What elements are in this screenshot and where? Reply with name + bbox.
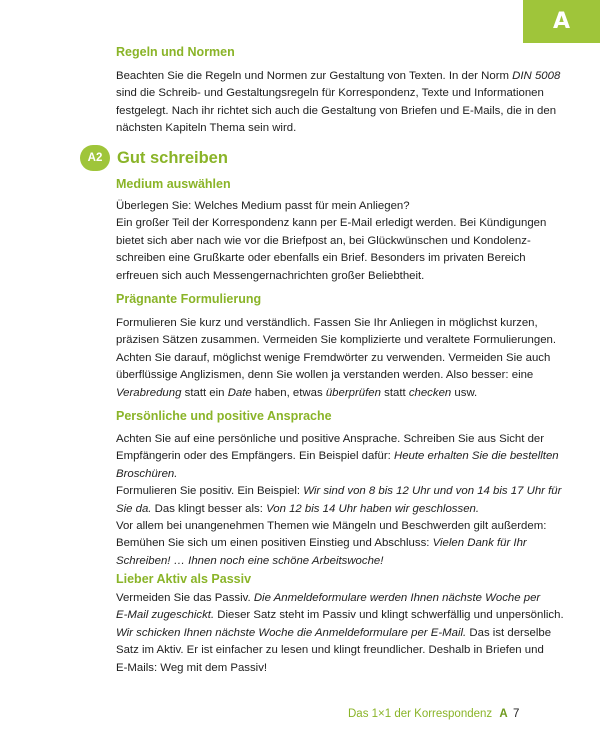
text-line: Vermeiden Sie das Passiv. Die Anmeldeformulare werden Ihnen nächste Woche per: [116, 592, 541, 604]
text-line: Wir schicken Ihnen nächste Woche die Anmeldeformulare per E-Mail. Das ist derselbe: [116, 626, 552, 639]
italic-term: Broschüren.: [116, 467, 178, 480]
text-line: Achten Sie darauf, möglichst wenige Fremdwörter zu verwenden. Vermeiden Sie auch: [116, 351, 551, 364]
footer-chapter-letter: A: [499, 708, 508, 720]
subsection-heading-medium: Medium auswählen: [116, 177, 231, 191]
text-line: festgelegt. Nach ihr richtet sich auch die Gestaltung von Briefen und E-Mails, die in den: [116, 104, 557, 117]
subsection-heading-aktiv: Lieber Aktiv als Passiv: [116, 572, 252, 586]
italic-term: E-Mail zugeschickt.: [116, 609, 215, 622]
footer-title: Das 1×1 der Korrespondenz: [348, 708, 493, 720]
italic-term: Heute erhalten Sie die bestellten: [393, 450, 559, 463]
section-badge: A2: [80, 145, 110, 171]
italic-term: überprüfen: [325, 386, 381, 399]
paragraph-aktiv: [116, 590, 564, 677]
page-footer: [348, 708, 508, 720]
text-line: Formulieren Sie positiv. Ein Beispiel: Wir sind von 8 bis 12 Uhr und von 14 bis 17 Uhr für: [116, 485, 562, 498]
text-line: Achten Sie auf eine persönliche und positive Ansprache. Schreiben Sie aus Sicht der: [116, 433, 545, 445]
text-line: Formulieren Sie kurz und verständlich. Fassen Sie Ihr Anliegen in möglichst kurzen,: [116, 317, 538, 329]
paragraph-formulierung: [116, 315, 557, 402]
text-line: Satz im Aktiv. Er ist einfacher zu lesen und klingt freundlicher. Deshalb in Briefen und: [116, 644, 544, 657]
text-line: Vor allem bei unangenehmen Themen wie Mängeln und Beschwerden gilt außerdem:: [116, 520, 547, 533]
text-line: präzisen Sätzen zusammen. Vermeiden Sie komplizierte und veraltete Formulierungen.: [116, 334, 557, 347]
text-line: bietet sich aber nach wie vor die Briefpost an, bei Glückwünschen und Kondolenz-: [116, 234, 531, 247]
italic-term: Verabredung: [116, 386, 182, 399]
text-line: E-Mail zugeschickt. Dieser Satz steht im Passiv und klingt schwerfällig und unpersönlich.: [116, 609, 564, 622]
italic-term: Von 12 bis 14 Uhr haben wir geschlossen.: [266, 502, 480, 515]
section-title: Gut schreiben: [117, 148, 228, 167]
text-line: nächsten Kapiteln Thema sein wird.: [116, 122, 297, 135]
text-line: sind die Schreib- und Gestaltungsregeln für Korrespondenz, Texte und Informationen: [116, 87, 544, 100]
text-line: Überlegen Sie: Welches Medium passt für mein Anliegen?: [116, 200, 410, 212]
text-line: schreiben eine Grußkarte oder ebenfalls ein Brief. Besonders im privaten Bereich: [116, 252, 526, 265]
text-line: Bemühen Sie sich um einen positiven Einstieg und Abschluss: Vielen Dank für Ihr: [116, 537, 527, 550]
text-line: Beachten Sie die Regeln und Normen zur Gestaltung von Texten. In der Norm DIN 5008: [116, 70, 561, 82]
italic-term: Vielen Dank für Ihr: [432, 537, 527, 550]
intro-heading: Regeln und Normen: [116, 45, 235, 59]
italic-term: checken: [408, 386, 452, 399]
text-line: Verabredung statt ein Date haben, etwas überprüfen statt checken usw.: [116, 386, 478, 399]
text-line: Ein großer Teil der Korrespondenz kann per E-Mail erledigt werden. Bei Kündigungen: [116, 217, 547, 230]
italic-term: DIN 5008: [512, 70, 561, 82]
paragraph-medium: [116, 198, 547, 285]
italic-term: Sie da.: [116, 502, 152, 515]
text-line: [116, 553, 524, 570]
paragraph-ansprache: [116, 431, 562, 570]
text-line: Sie da. Das klingt besser als: Von 12 bis 14 Uhr haben wir geschlossen.: [116, 502, 480, 515]
italic-term: Die Anmeldeformulare werden Ihnen nächste Woche per: [253, 592, 541, 604]
section-header: [80, 145, 228, 171]
subsection-heading-ansprache: Persönliche und positive Ansprache: [116, 409, 332, 423]
chapter-tab: A: [523, 0, 600, 43]
text-line: E-Mails: Weg mit dem Passiv!: [116, 661, 268, 674]
page-number: 7: [513, 708, 520, 720]
italic-term: Date: [227, 386, 252, 399]
text-line: überflüssige Anglizismen, denn Sie wollen ja verstanden werden. Also besser: eine: [116, 369, 534, 382]
text-line: [116, 466, 524, 483]
subsection-heading-formulierung: Prägnante Formulierung: [116, 292, 262, 306]
italic-term: Wir sind von 8 bis 12 Uhr und von 14 bis 17 Uhr für: [303, 485, 562, 498]
intro-paragraph: [116, 68, 561, 138]
text-line: erfreuen sich auch Messengernachrichten großer Beliebtheit.: [116, 269, 425, 282]
italic-term: Wir schicken Ihnen nächste Woche die Anmeldeformulare per E-Mail.: [116, 626, 467, 639]
italic-term: Schreiben! … Ihnen noch eine schöne Arbeitswoche!: [116, 554, 384, 567]
text-line: Empfängerin oder des Empfängers. Ein Beispiel dafür: Heute erhalten Sie die bestellten: [116, 450, 559, 463]
